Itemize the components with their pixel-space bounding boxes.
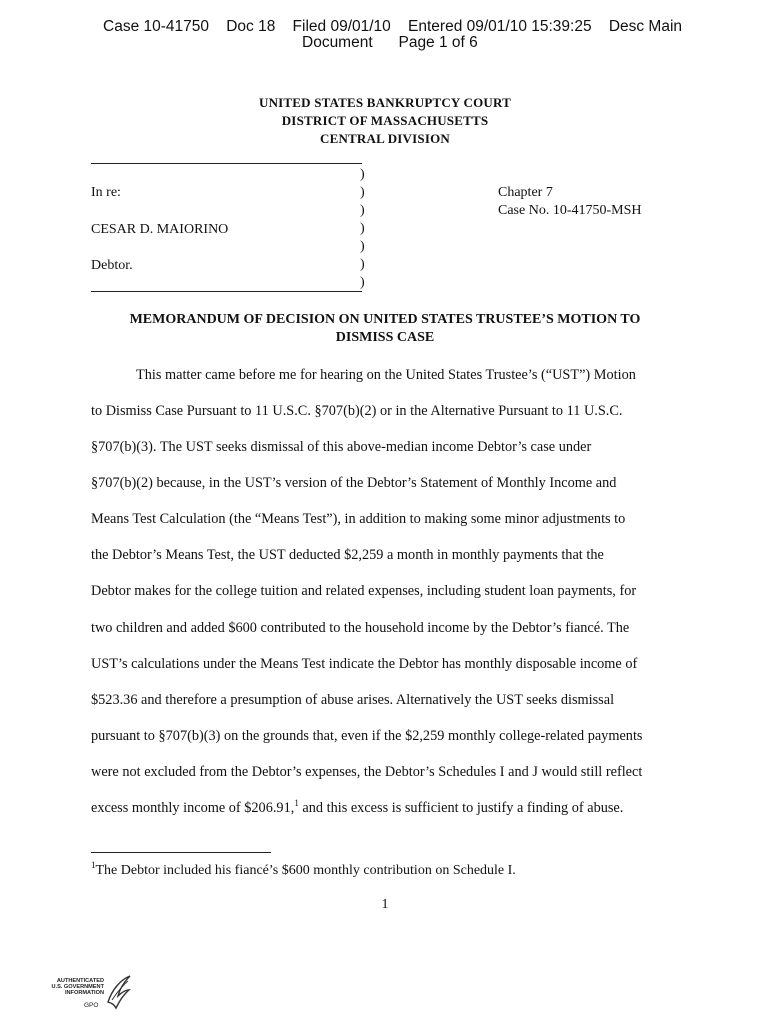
docket-header-line1: Case 10-41750 Doc 18 Filed 09/01/10 Entered 09/01/10 15:39:25 Desc Main xyxy=(103,18,683,35)
caption-paren: ) xyxy=(360,185,365,200)
footnote-reference: 1 xyxy=(294,798,299,808)
body-line: pursuant to §707(b)(3) on the grounds that, even if the $2,259 monthly college-related payments xyxy=(91,728,643,744)
body-text: and this excess is sufficient to justify a finding of abuse. xyxy=(298,800,624,816)
caption-paren: ) xyxy=(360,221,365,236)
body-line-with-footnote-ref xyxy=(91,799,623,817)
body-line: This matter came before me for hearing on the United States Trustee’s (“UST”) Motion xyxy=(136,367,636,383)
caption-debtor-label: Debtor. xyxy=(91,258,133,273)
court-division: CENTRAL DIVISION xyxy=(320,131,450,146)
body-text: excess monthly income of $206.91, xyxy=(91,800,295,816)
body-line: §707(b)(2) because, in the UST’s version of the Debtor’s Statement of Monthly Income and xyxy=(91,475,617,491)
gpo-authentication-seal xyxy=(44,968,134,1014)
caption-paren: ) xyxy=(360,257,365,272)
body-line: to Dismiss Case Pursuant to 11 U.S.C. §707(b)(2) or in the Alternative Pursuant to 11 U.S.C. xyxy=(91,403,623,419)
body-line: two children and added $600 contributed to the household income by the Debtor’s fiancé. The xyxy=(91,620,630,636)
footnote-text: The Debtor included his fiancé’s $600 monthly contribution on Schedule I. xyxy=(95,863,516,878)
memo-title-line2: DISMISS CASE xyxy=(335,330,435,345)
body-line: Means Test Calculation (the “Means Test”), in addition to making some minor adjustments to xyxy=(91,511,626,527)
footnote-number: 1 xyxy=(91,860,96,870)
caption-chapter: Chapter 7 xyxy=(498,185,553,200)
body-line: were not excluded from the Debtor’s expenses, the Debtor’s Schedules I and J would still reflect xyxy=(91,764,643,780)
page-number: 1 xyxy=(381,897,389,912)
caption-paren: ) xyxy=(360,203,365,218)
eagle-icon xyxy=(102,972,132,1012)
body-line: the Debtor’s Means Test, the UST deducted $2,259 a month in monthly payments that the xyxy=(91,547,604,563)
docket-header-line2: Document Page 1 of 6 xyxy=(302,34,478,51)
body-line: §707(b)(3). The UST seeks dismissal of this above-median income Debtor’s case under xyxy=(91,439,592,455)
footnote-rule xyxy=(91,852,271,853)
court-name: UNITED STATES BANKRUPTCY COURT xyxy=(259,95,511,110)
caption-case-number: Case No. 10-41750-MSH xyxy=(498,203,642,218)
caption-debtor-name: CESAR D. MAIORINO xyxy=(91,222,229,237)
footnote xyxy=(91,862,516,880)
caption-paren: ) xyxy=(360,239,365,254)
caption-top-rule xyxy=(91,163,362,164)
caption-paren: ) xyxy=(360,275,365,290)
seal-text: AUTHENTICATED U.S. GOVERNMENT INFORMATION xyxy=(51,978,104,997)
seal-gpo: GPO xyxy=(84,1002,99,1009)
body-line: $523.36 and therefore a presumption of abuse arises. Alternatively the UST seeks dismissal xyxy=(91,692,615,708)
caption-in-re: In re: xyxy=(91,185,121,200)
court-district: DISTRICT OF MASSACHUSETTS xyxy=(281,113,489,128)
body-line: UST’s calculations under the Means Test indicate the Debtor has monthly disposable income of xyxy=(91,656,638,672)
caption-bottom-rule xyxy=(91,291,362,292)
body-line: Debtor makes for the college tuition and related expenses, including student loan payments, for xyxy=(91,583,637,599)
memo-title-line1: MEMORANDUM OF DECISION ON UNITED STATES TRUSTEE’S MOTION TO xyxy=(129,312,641,327)
caption-paren: ) xyxy=(360,167,365,182)
